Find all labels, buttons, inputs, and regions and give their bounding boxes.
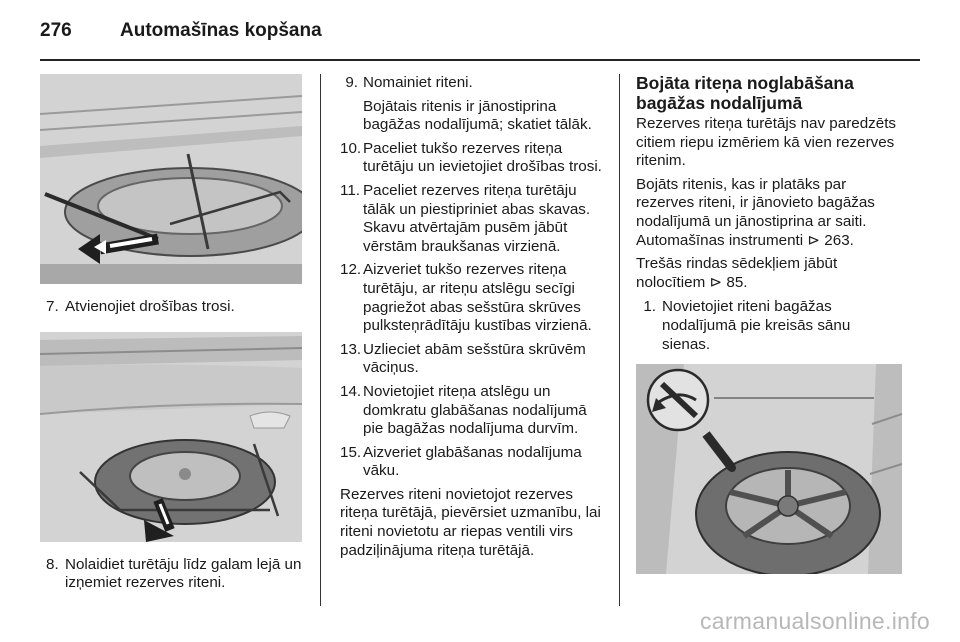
caption-7-text: Atvienojiet drošības trosi. (65, 298, 235, 315)
caption-8-number: 8. (46, 555, 59, 573)
list-item-text: Uzlieciet abām sešstūra skrūvēm vāciņus. (363, 340, 586, 377)
step-1 (636, 298, 902, 354)
list-item-number: 11. (340, 181, 360, 199)
step-1-text: Novietojiet riteni bagāžas nodalījumā pie kreisās sānu sienas. (662, 298, 851, 353)
page-number: 276 (40, 20, 72, 41)
caption-step-8 (40, 556, 302, 593)
page-header (40, 12, 920, 52)
column-divider-left (320, 74, 321, 606)
caption-step-7 (40, 298, 302, 317)
list-item-text: Novietojiet riteņa atslēgu un domkratu glabāšanas nodalījumā pie bagāžas nodalījuma durvīm. (363, 382, 587, 438)
list-item-text: Paceliet tukšo rezerves riteņa turētāju un ievietojiet drošības trosi. (363, 139, 602, 176)
column-divider-right (619, 74, 620, 606)
figure-safety-cable-illustration (40, 74, 302, 284)
caption-7-number: 7. (46, 298, 59, 315)
list-item (340, 74, 604, 135)
column-2 (340, 74, 604, 560)
column-1 (40, 74, 302, 593)
figure-lower-carrier (40, 332, 302, 542)
list-item-subtext: Bojātais ritenis ir jānostiprina bagāžas nodalījumā; skatiet tālāk. (363, 97, 592, 134)
figure-wheel-in-trunk-illustration (636, 364, 902, 574)
list-item-text: Aizveriet tukšo rezerves riteņa turētāju, ar riteņu atslēgu secīgi pagriežot abas sešstūra skrūves pulksteņrādītāju kustības virzienā. (363, 261, 592, 335)
note-paragraph: Rezerves riteni novietojot rezerves riteņa turētājā, pievērsiet uzmanību, lai riteni novietotu ar riepas ventili virs padziļinājuma riteņa turētājā. (340, 485, 601, 559)
list-item-number: 14. (340, 382, 362, 400)
paragraph-wide-wheel: Bojāts ritenis, kas ir platāks par rezerves riteni, ir jānovieto bagāžas nodalījumā un jānostiprina ar saiti. Automašīnas instrumenti ⊳ 263. (636, 175, 875, 249)
figure-lower-carrier-illustration (40, 332, 302, 542)
figure-wheel-in-trunk (636, 364, 902, 574)
list-item (340, 261, 604, 335)
section-heading: Bojāta riteņa noglabāšana bagāžas nodalījumā (636, 73, 854, 113)
caption-8-text: Nolaidiet turētāju līdz galam lejā un izņemiet rezerves riteni. (65, 555, 302, 592)
watermark: carmanualsonline.info (699, 608, 930, 634)
figure-safety-cable (40, 74, 302, 284)
list-item-text: Nomainiet riteni. (363, 74, 473, 91)
list-item-text: Aizveriet glabāšanas nodalījuma vāku. (363, 443, 582, 480)
step-1-number: 1. (643, 298, 656, 316)
list-item (340, 383, 604, 439)
list-item (340, 341, 604, 378)
list-item (340, 182, 604, 256)
list-item-number: 10. (340, 139, 362, 157)
list-item (340, 444, 604, 481)
column-3 (636, 74, 902, 574)
list-item-number: 15. (340, 443, 362, 461)
list-item-number: 13. (340, 340, 362, 358)
paragraph-carrier-limit: Rezerves riteņa turētājs nav paredzēts citiem riepu izmēriem kā vien rezerves ritenim. (636, 115, 897, 170)
page-title: Automašīnas kopšana (120, 20, 322, 41)
paragraph-third-row: Trešās rindas sēdekļiem jābūt nolocītiem ⊳ 85. (636, 255, 838, 291)
list-item-text: Paceliet rezerves riteņa turētāju tālāk un piestipriniet abas skavas. Skavu atvērtajām pusēm jābūt vērstām braukšanas virzienā. (363, 181, 591, 255)
header-rule (40, 59, 920, 61)
list-item (340, 140, 604, 177)
list-item-number: 9. (345, 74, 358, 91)
list-item-number: 12. (340, 261, 362, 279)
